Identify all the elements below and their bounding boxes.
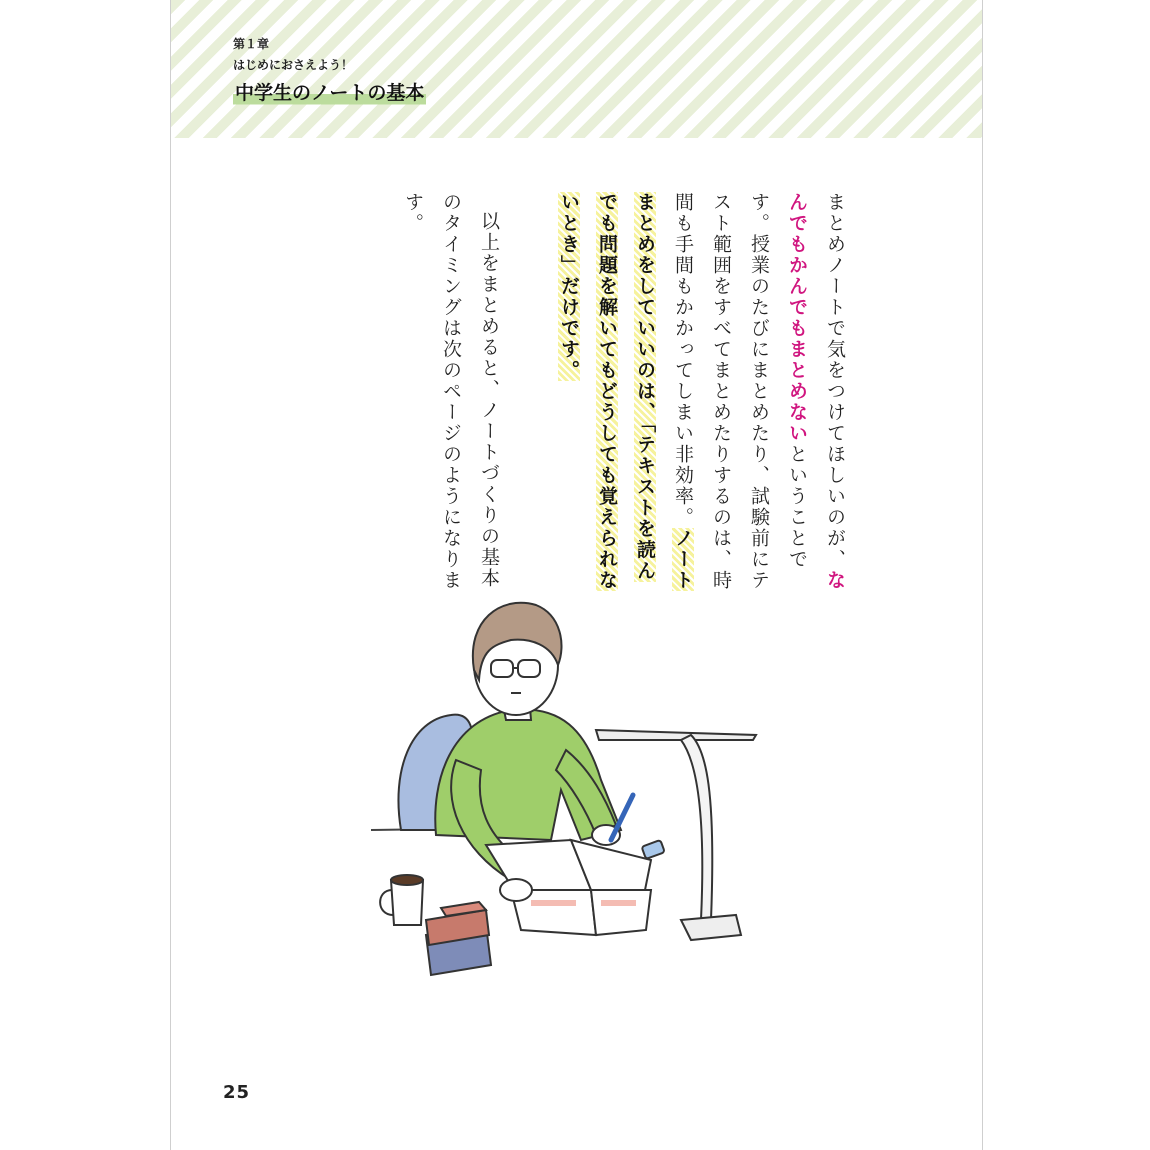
student-studying-illustration <box>361 590 801 1000</box>
paragraph-1-intro: まとめノートで気をつけてほしいのが、 <box>824 192 846 570</box>
highlighted-emphasis: ノートまとめをしていいのは、「テキストを読んでも問題を解いてもどうしても覚えられないとき」だけです。 <box>558 192 694 591</box>
paragraph-2 <box>402 192 508 592</box>
book-page <box>170 0 983 1150</box>
paragraph-2-text: 以上をまとめると、ノートづくりの基本のタイミングは次のページのようになります。 <box>402 192 500 591</box>
chapter-subtitle: はじめにおさえよう！ <box>233 58 354 72</box>
chapter-label: 第１章 <box>233 37 270 51</box>
page-number: 25 <box>223 1082 251 1103</box>
chapter-title: 中学生のノートの基本 <box>233 78 426 107</box>
paragraph-1-body: ということです。授業のたびにまとめたり、試験前にテスト範囲をすべてまとめたりするのは、時間も手間もかかってしまい非効率。 <box>672 192 808 591</box>
pink-emphasis: なんでもかんでもまとめない <box>786 192 846 591</box>
paragraph-1 <box>554 192 854 592</box>
